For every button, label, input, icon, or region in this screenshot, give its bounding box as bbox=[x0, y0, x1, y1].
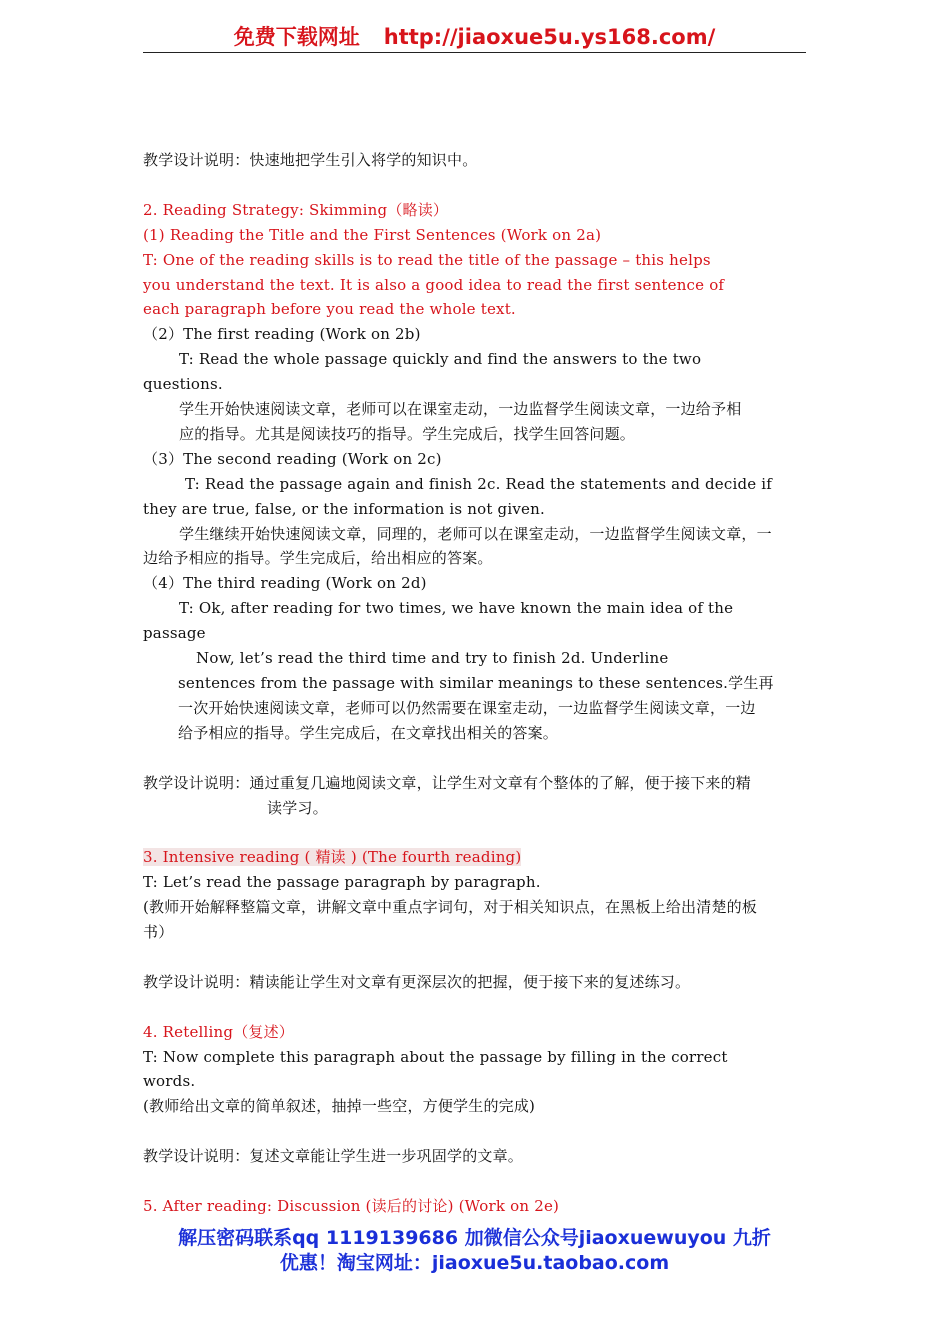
section-3-teacher: T: Let’s read the passage paragraph by paragraph. bbox=[143, 873, 541, 892]
section-2-teacher-line-2: you understand the text. It is also a good idea to read the first sentence of bbox=[143, 275, 725, 294]
section-2-sub-4: （4）The third reading (Work on 2d) bbox=[143, 574, 427, 593]
sub-3-chinese-line-1: 学生继续开始快速阅读文章，同理的，老师可以在课室走动，一边监督学生阅读文章，一 bbox=[179, 524, 772, 543]
design-note-1: 教学设计说明：快速地把学生引入将学的知识中。 bbox=[143, 151, 478, 169]
sub-2-chinese-line-2: 应的指导。尤其是阅读技巧的指导。学生完成后，找学生回答问题。 bbox=[179, 424, 636, 443]
section-3-title-text: 3. Intensive reading ( 精读 ) (The fourth reading) bbox=[143, 848, 522, 867]
design-note-3: 教学设计说明：精读能让学生对文章有更深层次的把握，便于接下来的复述练习。 bbox=[143, 972, 691, 991]
sub-4-teacher2-line-3: 一次开始快速阅读文章，老师可以仍然需要在课室走动，一边监督学生阅读文章，一边 bbox=[178, 698, 756, 717]
section-3-title bbox=[143, 845, 808, 870]
sub-4-teacher2-line-1: Now, let’s read the third time and try to finish 2d. Underline bbox=[196, 649, 669, 668]
footer-line-1: 解压密码联系qq 1119139686 加微信公众号jiaoxuewuyou 九折 bbox=[178, 1227, 771, 1249]
section-4-teacher-line-2: words. bbox=[143, 1072, 196, 1091]
sub-2-chinese-line-1: 学生开始快速阅读文章，老师可以在课室走动，一边监督学生阅读文章，一边给予相 bbox=[179, 400, 742, 419]
footer-line-2: 优惠！淘宝网址：jiaoxue5u.taobao.com bbox=[279, 1252, 670, 1274]
section-2-teacher-line-3: each paragraph before you read the whole text. bbox=[143, 300, 516, 319]
sub-2-teacher-line-1: T: Read the whole passage quickly and find the answers to the two bbox=[179, 350, 702, 369]
section-4-teacher-line-1: T: Now complete this paragraph about the passage by filling in the correct bbox=[143, 1047, 728, 1066]
page-header bbox=[143, 24, 806, 53]
sub-3-chinese-line-2: 边给予相应的指导。学生完成后，给出相应的答案。 bbox=[143, 549, 493, 568]
section-2-teacher-line-1: T: One of the reading skills is to read the title of the passage – this helps bbox=[143, 250, 711, 269]
document-body bbox=[143, 148, 808, 1219]
design-note-4: 教学设计说明：复述文章能让学生进一步巩固学的文章。 bbox=[143, 1147, 524, 1166]
section-2-sub-2: （2）The first reading (Work on 2b) bbox=[143, 325, 421, 344]
section-2-sub-1: (1) Reading the Title and the First Sentences (Work on 2a) bbox=[143, 225, 602, 244]
section-4-title: 4. Retelling（复述） bbox=[143, 1022, 295, 1041]
sub-3-teacher-line-1: T: Read the passage again and finish 2c. Read the statements and decide if bbox=[185, 474, 773, 493]
design-note-2-line-1: 教学设计说明：通过重复几遍地阅读文章，让学生对文章有个整体的了解，便于接下来的精 bbox=[143, 773, 752, 792]
design-note-2-line-2: 读学习。 bbox=[267, 798, 328, 817]
sub-4-teacher-line-2: passage bbox=[143, 624, 206, 643]
sub-4-teacher2-line-4: 给予相应的指导。学生完成后，在文章找出相关的答案。 bbox=[178, 723, 559, 742]
section-4-chinese: (教师给出文章的简单叙述，抽掉一些空，方便学生的完成) bbox=[143, 1097, 536, 1116]
sub-4-teacher2-line-2: sentences from the passage with similar meanings to these sentences.学生再 bbox=[178, 674, 774, 693]
section-2-sub-3: （3）The second reading (Work on 2c) bbox=[143, 449, 442, 468]
section-2-title: 2. Reading Strategy: Skimming（略读） bbox=[143, 200, 449, 219]
section-5-title: 5. After reading: Discussion (读后的讨论) (Work on 2e) bbox=[143, 1196, 560, 1215]
sub-4-teacher-line-1: T: Ok, after reading for two times, we have known the main idea of the bbox=[179, 599, 734, 618]
header-url-link[interactable]: http://jiaoxue5u.ys168.com/ bbox=[383, 25, 716, 49]
sub-3-teacher-line-2: they are true, false, or the information is not given. bbox=[143, 499, 545, 518]
page-footer bbox=[143, 1226, 806, 1276]
section-3-chinese-line-1: (教师开始解释整篇文章，讲解文章中重点字词句，对于相关知识点，在黑板上给出清楚的板 bbox=[143, 898, 758, 917]
section-3-chinese-line-2: 书） bbox=[143, 923, 174, 942]
header-label: 免费下载网址 bbox=[233, 25, 360, 49]
sub-2-teacher-line-2: questions. bbox=[143, 375, 223, 394]
